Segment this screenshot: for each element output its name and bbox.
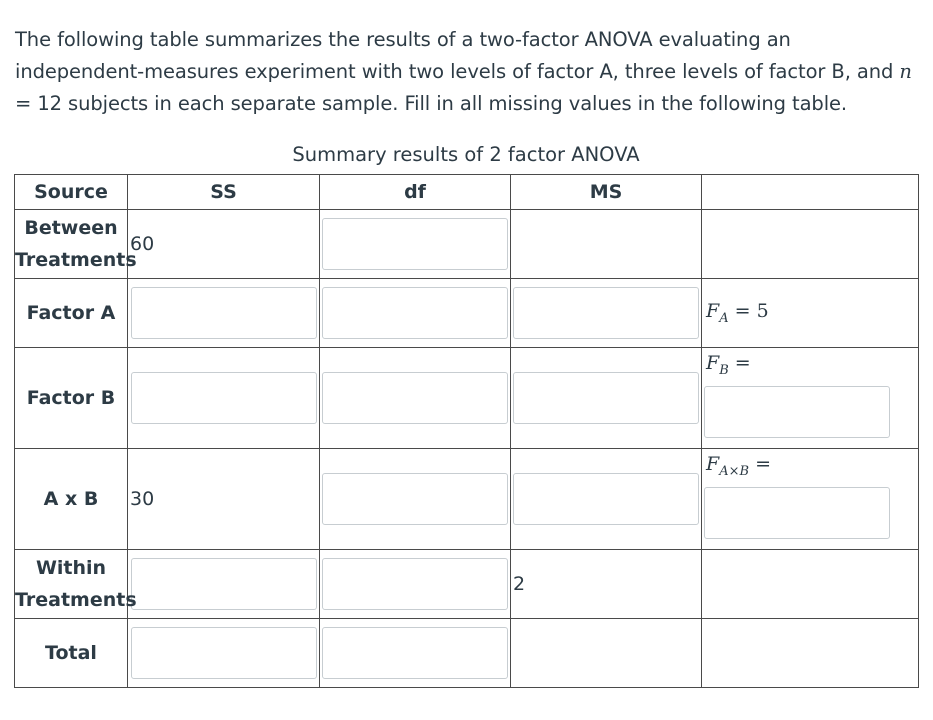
axb-f-input[interactable] xyxy=(704,487,890,539)
factor-a-ms-cell xyxy=(511,279,702,348)
total-ss-cell xyxy=(128,619,320,688)
f-symbol: F xyxy=(706,453,720,475)
table-caption: Summary results of 2 factor ANOVA xyxy=(292,143,640,166)
row-factor-a xyxy=(15,279,919,348)
row-between-treatments xyxy=(15,210,919,279)
factor-b-df-input[interactable] xyxy=(322,372,508,424)
between-f-cell xyxy=(702,210,919,279)
within-df-input[interactable] xyxy=(322,558,508,610)
header-row xyxy=(15,175,919,210)
between-ms-cell xyxy=(511,210,702,279)
equals-sign: = xyxy=(734,352,751,374)
axb-ms-input[interactable] xyxy=(513,473,699,525)
header-source: Source xyxy=(15,175,128,210)
source-within-treatments xyxy=(15,550,137,619)
axb-df-cell xyxy=(320,449,511,550)
header-df: df xyxy=(320,175,511,210)
factor-b-f-cell xyxy=(702,348,919,449)
total-ms-cell xyxy=(511,619,702,688)
factor-a-ss-cell xyxy=(128,279,320,348)
row-factor-b xyxy=(15,348,919,449)
header-f xyxy=(702,175,919,210)
f-subscript: A×B xyxy=(719,463,750,479)
row-total xyxy=(15,619,919,688)
f-subscript: A xyxy=(719,310,729,326)
header-ms: MS xyxy=(511,175,702,210)
axb-f-label xyxy=(702,449,918,479)
source-between-treatments xyxy=(15,210,137,279)
prompt-text-part2: = 12 subjects in each separate sample. Fill in all missing values in the following table. xyxy=(15,92,848,115)
within-ms-value: 2 xyxy=(511,550,702,619)
within-df-cell xyxy=(320,550,511,619)
prompt-text-part1: The following table summarizes the results of a two-factor ANOVA evaluating an independent-measures experiment with two levels of factor A, three levels of factor B, and xyxy=(15,28,900,83)
source-between-line2: Treatments xyxy=(15,249,137,271)
source-between-line1: Between xyxy=(24,217,118,239)
factor-a-f-label xyxy=(702,300,918,326)
axb-f-cell xyxy=(702,449,919,550)
within-f-cell xyxy=(702,550,919,619)
source-within-line1: Within xyxy=(35,557,107,579)
axb-df-input[interactable] xyxy=(322,473,508,525)
header-ss: SS xyxy=(128,175,320,210)
factor-b-df-cell xyxy=(320,348,511,449)
axb-ms-cell xyxy=(511,449,702,550)
between-df-input[interactable] xyxy=(322,218,508,270)
within-ss-input[interactable] xyxy=(131,558,317,610)
within-ss-cell xyxy=(128,550,320,619)
total-df-input[interactable] xyxy=(322,627,508,679)
f-symbol: F xyxy=(706,352,720,374)
row-axb xyxy=(15,449,919,550)
source-factor-a: Factor A xyxy=(15,279,128,348)
equals-sign: = xyxy=(755,453,771,475)
f-subscript: B xyxy=(719,362,729,378)
f-symbol: F xyxy=(706,300,720,322)
axb-ss-value: 30 xyxy=(128,449,320,550)
factor-b-ss-cell xyxy=(128,348,320,449)
source-axb: A x B xyxy=(15,449,128,550)
factor-b-ss-input[interactable] xyxy=(131,372,317,424)
source-total: Total xyxy=(15,619,128,688)
total-ss-input[interactable] xyxy=(131,627,317,679)
factor-b-f-label xyxy=(702,348,918,378)
row-within-treatments xyxy=(15,550,919,619)
factor-a-ss-input[interactable] xyxy=(131,287,317,339)
total-f-cell xyxy=(702,619,919,688)
source-factor-b: Factor B xyxy=(15,348,128,449)
factor-b-f-input[interactable] xyxy=(704,386,890,438)
factor-a-f-value: = 5 xyxy=(734,300,769,322)
anova-table xyxy=(14,174,919,688)
source-within-line2: Treatments xyxy=(15,589,137,611)
factor-a-df-input[interactable] xyxy=(322,287,508,339)
between-ss-value: 60 xyxy=(128,210,320,279)
factor-a-f-cell xyxy=(702,279,919,348)
between-df-cell xyxy=(320,210,511,279)
total-df-cell xyxy=(320,619,511,688)
factor-b-ms-input[interactable] xyxy=(513,372,699,424)
question-prompt xyxy=(15,24,920,120)
factor-a-df-cell xyxy=(320,279,511,348)
factor-a-ms-input[interactable] xyxy=(513,287,699,339)
n-variable: n xyxy=(899,60,912,83)
factor-b-ms-cell xyxy=(511,348,702,449)
